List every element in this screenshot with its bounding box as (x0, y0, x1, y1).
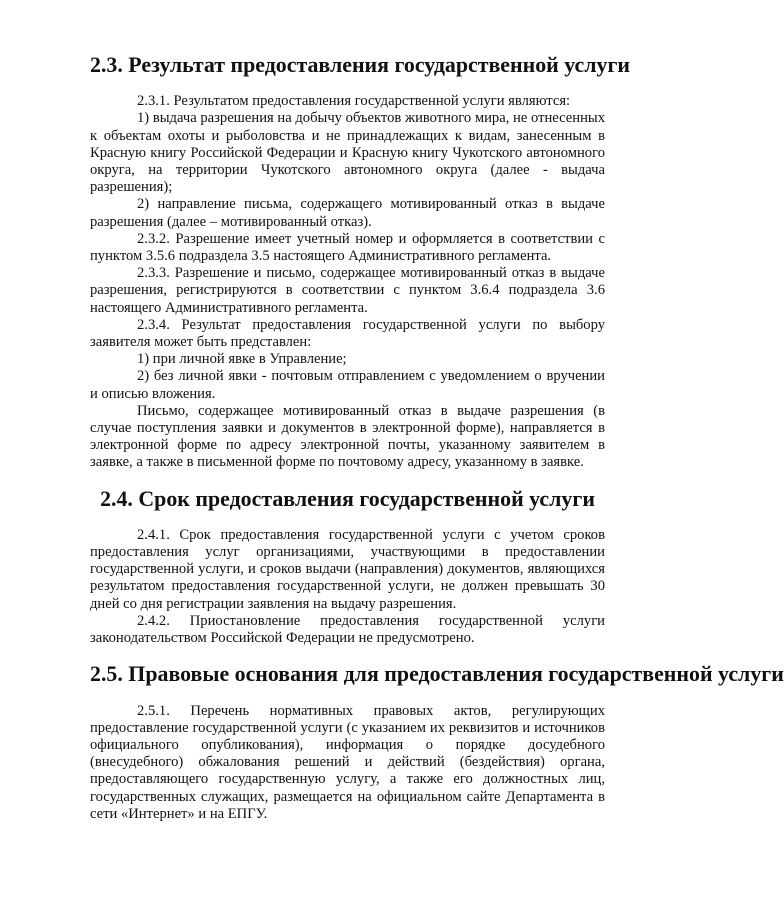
paragraph: 2) без личной явки - почтовым отправлением с уведомлением о вручении и описью вложения. (90, 368, 605, 402)
section-2-5 (90, 661, 784, 823)
paragraph: 2.3.4. Результат предоставления государственной услуги по выбору заявителя может быть представлен: (90, 316, 605, 351)
paragraph: 1) при личной явке в Управление; (137, 351, 347, 368)
paragraph: 2.3.1. Результатом предоставления государственной услуги являются: (137, 93, 571, 110)
section-2-3 (90, 52, 631, 472)
paragraph: 2.3.2. Разрешение имеет учетный номер и оформляется в соответствии с пунктом 3.5.6 подраздела 3.5 настоящего Административного регламента. (90, 230, 605, 265)
paragraph: 2.5.1. Перечень нормативных правовых актов, регулирующих предоставление государственной услуги (с указанием их реквизитов и источников официального опубликования), информация о порядке досудебного (внесудебного) обжалования решений и действий (бездействия) органа, предоставляющего государственную услугу, а также его должностных лиц, государственных служащих, размещается на официальном сайте Департамента в сети «Интернет» и на ЕПГУ. (90, 702, 605, 822)
paragraph: 2.3.3. Разрешение и письмо, содержащее мотивированный отказ в выдаче разрешения, регистрируются в соответствии с пунктом 3.6.4 подраздела 3.6 настоящего Административного регламента. (90, 265, 605, 316)
paragraph: 2.4.1. Срок предоставления государственной услуги с учетом сроков предоставления услуг организациями, участвующими в предоставлении государственной услуги, и сроков выдачи (направления) документов, являющихся результатом предоставления государственной услуги, не должен превышать 30 дней со дня регистрации заявления на выдачу разрешения. (90, 526, 605, 612)
document-page (90, 52, 784, 823)
paragraph: 1) выдача разрешения на добычу объектов животного мира, не отнесенных к объектам охоты и рыболовства и не принадлежащих к видам, занесенным в Красную книгу Российской Федерации и Красную книгу Чукотского автономного округа, на территории Чукотского автономного округа (далее - выдача разрешения); (90, 110, 605, 196)
paragraph: Письмо, содержащее мотивированный отказ в выдаче разрешения (в случае поступления заявки и документов в электронной форме), направляется в электронной форме по адресу электронной почты, указанному заявителем в заявке, а также в письменной форме по почтовому адресу, указанному в заявке. (90, 402, 605, 471)
section-heading: 2.3. Результат предоставления государственной услуги (90, 52, 631, 77)
section-2-4 (90, 485, 605, 648)
section-heading: 2.4. Срок предоставления государственной услуги (100, 485, 595, 511)
paragraph: 2.4.2. Приостановление предоставления государственной услуги законодательством Российской Федерации не предусмотрено. (90, 612, 605, 647)
section-heading: 2.5. Правовые основания для предоставления государственной услуги (90, 661, 784, 687)
paragraph: 2) направление письма, содержащего мотивированный отказ в выдаче разрешения (далее – мотивированный отказ). (90, 196, 605, 230)
